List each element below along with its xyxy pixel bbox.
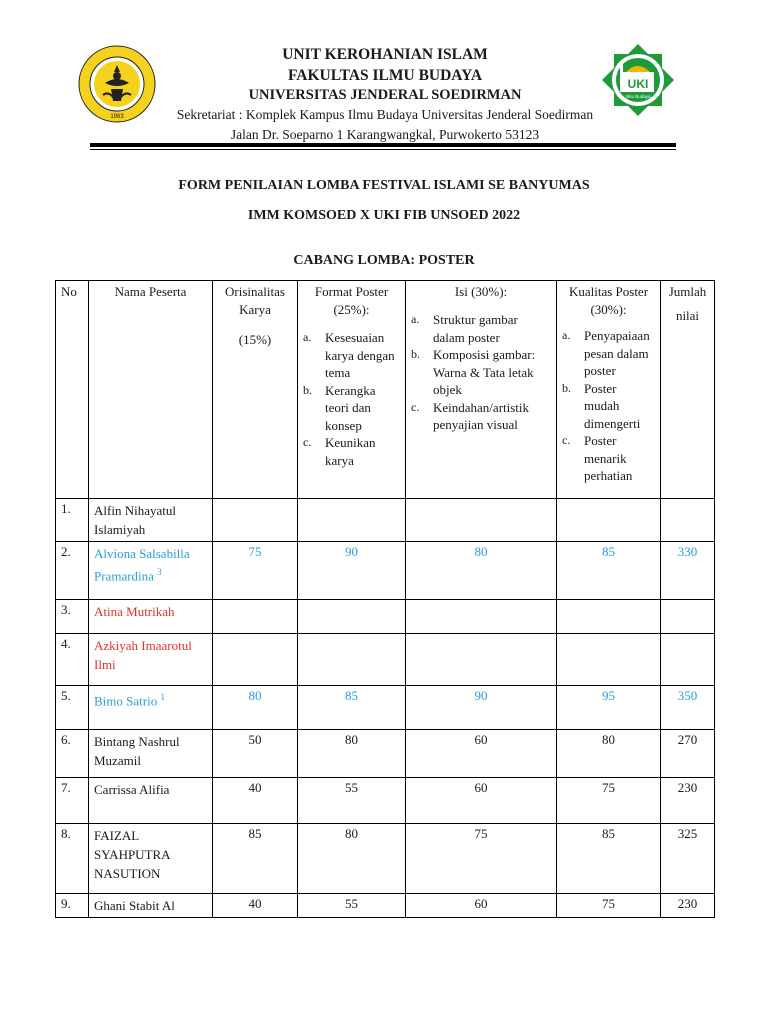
content-score	[406, 600, 557, 634]
format-score: 90	[298, 542, 406, 600]
format-score	[298, 634, 406, 686]
content-score: 80	[406, 542, 557, 600]
row-number: 8.	[56, 824, 89, 894]
header-format-title: Format Poster	[314, 284, 389, 299]
format-score: 80	[298, 824, 406, 894]
faculty-name: FAKULTAS ILMU BUDAYA	[287, 67, 483, 84]
total-score	[661, 499, 715, 542]
participant-name: FAIZAL SYAHPUTRA NASUTION	[89, 824, 213, 894]
letterhead	[0, 0, 768, 150]
list-item: b. Komposisi gambar: Warna & Tata letak objek	[411, 347, 536, 397]
list-item: c. Keindahan/artistik penyajian visual	[411, 399, 530, 432]
svg-text:1963: 1963	[110, 114, 124, 120]
participant-name: Azkiyah Imaarotul Ilmi	[89, 634, 213, 686]
total-score	[661, 634, 715, 686]
participant-name: Carrissa Alifia	[89, 778, 213, 824]
participant-name: Bimo Satrio $^1$	[89, 686, 213, 730]
quality-score: 80	[557, 730, 661, 778]
secretariat-address: Sekretariat : Komplek Kampus Ilmu Budaya Universitas Jenderal Soedirman	[176, 107, 594, 122]
table-row	[56, 600, 715, 634]
quality-score: 95	[557, 686, 661, 730]
header-total	[661, 281, 715, 499]
originality-score	[213, 600, 298, 634]
quality-score	[557, 499, 661, 542]
content-score	[406, 634, 557, 686]
originality-score	[213, 499, 298, 542]
originality-score: 50	[213, 730, 298, 778]
quality-score	[557, 634, 661, 686]
letterhead-divider-thick	[90, 143, 676, 147]
content-score: 60	[406, 730, 557, 778]
header-quality-pct: (30%):	[590, 302, 627, 317]
competition-branch: CABANG LOMBA: POSTER	[293, 253, 475, 268]
rank-superscript: 3	[157, 567, 162, 577]
row-number: 4.	[56, 634, 89, 686]
list-item: a. Kesesuaian karya dengan tema	[303, 330, 395, 380]
row-number: 1.	[56, 499, 89, 542]
header-quality	[557, 281, 661, 499]
list-item: c. Poster menarik perhatian	[562, 433, 633, 483]
list-item: b. Kerangka teori dan konsep	[303, 382, 376, 433]
quality-score: 85	[557, 824, 661, 894]
header-originality-title: Orisinalitas Karya	[225, 284, 285, 317]
svg-text:UKI: UKI	[627, 77, 649, 91]
total-score: 350	[661, 686, 715, 730]
table-row	[56, 778, 715, 824]
university-seal-logo	[78, 45, 156, 123]
originality-score: 40	[213, 778, 298, 824]
total-score: 230	[661, 894, 715, 918]
row-number: 7.	[56, 778, 89, 824]
row-number: 5.	[56, 686, 89, 730]
header-originality	[213, 281, 298, 499]
list-item: a. Penyapaiaan pesan dalam poster	[562, 328, 650, 378]
row-number: 6.	[56, 730, 89, 778]
list-item: c. Keunikan karya	[303, 435, 376, 468]
total-score: 330	[661, 542, 715, 600]
content-score: 90	[406, 686, 557, 730]
table-row	[56, 542, 715, 600]
header-quality-title: Kualitas Poster	[568, 284, 649, 299]
list-item: b. Poster mudah dimengerti	[562, 380, 641, 431]
participant-name: Alfin Nihayatul Islamiyah	[89, 499, 213, 542]
content-criteria-list	[411, 311, 551, 434]
university-name: UNIVERSITAS JENDERAL SOEDIRMAN	[248, 87, 522, 103]
letterhead-divider-thin	[90, 149, 676, 150]
row-number: 9.	[56, 894, 89, 918]
quality-criteria-list	[562, 327, 655, 485]
total-score: 270	[661, 730, 715, 778]
header-content	[406, 281, 557, 499]
form-title: FORM PENILAIAN LOMBA FESTIVAL ISLAMI SE BANYUMAS	[178, 178, 590, 193]
header-originality-pct: (15%)	[238, 332, 272, 347]
quality-score: 85	[557, 542, 661, 600]
quality-score: 75	[557, 778, 661, 824]
header-name: Nama Peserta	[89, 281, 213, 499]
row-number: 3.	[56, 600, 89, 634]
format-score: 55	[298, 778, 406, 824]
content-score: 75	[406, 824, 557, 894]
format-score: 85	[298, 686, 406, 730]
table-row	[56, 634, 715, 686]
rank-superscript: 1	[160, 692, 165, 702]
table-row	[56, 824, 715, 894]
header-total-line2: nilai	[675, 308, 700, 323]
quality-score: 75	[557, 894, 661, 918]
format-criteria-list	[303, 329, 400, 469]
header-format	[298, 281, 406, 499]
format-score: 55	[298, 894, 406, 918]
participant-name: Bintang Nashrul Muzamil	[89, 730, 213, 778]
list-item: a. Struktur gambar dalam poster	[411, 312, 518, 345]
table-row	[56, 730, 715, 778]
table-header-row	[56, 281, 715, 499]
format-score: 80	[298, 730, 406, 778]
table-row	[56, 686, 715, 730]
table-row	[56, 499, 715, 542]
participant-name: Alviona Salsabilla Pramardina $^3$	[89, 542, 213, 600]
table-row	[56, 894, 715, 918]
svg-text:Ilmu Budaya: Ilmu Budaya	[625, 94, 651, 99]
header-content-title: Isi (30%):	[454, 284, 508, 299]
org-name: UNIT KEROHANIAN ISLAM	[282, 46, 488, 63]
content-score: 60	[406, 778, 557, 824]
content-score	[406, 499, 557, 542]
originality-score: 80	[213, 686, 298, 730]
quality-score	[557, 600, 661, 634]
format-score	[298, 499, 406, 542]
format-score	[298, 600, 406, 634]
originality-score	[213, 634, 298, 686]
total-score: 325	[661, 824, 715, 894]
content-score: 60	[406, 894, 557, 918]
participant-name: Atina Mutrikah	[89, 600, 213, 634]
street-address: Jalan Dr. Soeparno 1 Karangwangkal, Purwokerto 53123	[230, 127, 540, 142]
total-score: 230	[661, 778, 715, 824]
form-subtitle: IMM KOMSOED X UKI FIB UNSOED 2022	[247, 208, 521, 223]
header-format-pct: (25%):	[333, 302, 370, 317]
header-no: No	[56, 281, 89, 499]
originality-score: 75	[213, 542, 298, 600]
originality-score: 85	[213, 824, 298, 894]
originality-score: 40	[213, 894, 298, 918]
header-total-line1: Jumlah	[668, 284, 707, 299]
score-table	[55, 280, 715, 918]
total-score	[661, 600, 715, 634]
participant-name: Ghani Stabit Al	[89, 894, 213, 918]
row-number: 2.	[56, 542, 89, 600]
